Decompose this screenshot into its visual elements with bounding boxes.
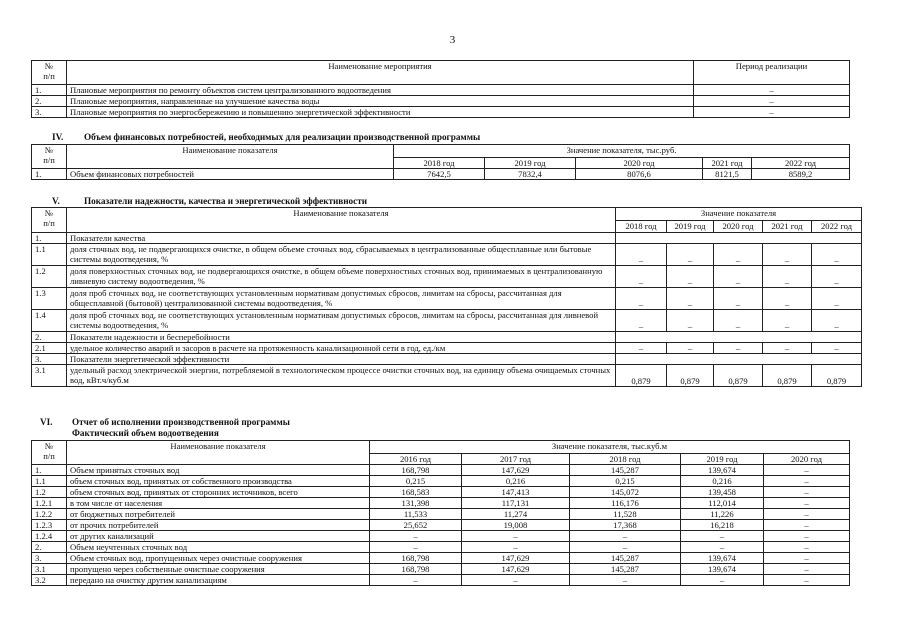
year-header: 2018 год	[570, 454, 681, 465]
indicator-name: от других канализаций	[67, 531, 370, 542]
year-header: 2019 год	[681, 454, 764, 465]
indicator-name: доля проб сточных вод, не соответствующих установленным нормативам допустимых сбросов, лимитам на сбросы, рассчитанная для общесплавной (бытовой) централизованной системы водоотведения, %	[67, 288, 616, 310]
section-6-title	[40, 417, 290, 427]
table-row	[32, 553, 850, 564]
indicator-name: Объем сточных вод, пропущенных через очистные сооружения	[67, 553, 370, 564]
year-header: 2021 год	[703, 158, 752, 169]
wastewater-volume-table	[31, 440, 850, 586]
value-cell: 0,879	[812, 365, 862, 387]
value-cell: 0,879	[616, 365, 667, 387]
row-number: 1.4	[32, 310, 67, 332]
section-5-roman: V.	[52, 196, 60, 206]
row-number: 1.2.4	[32, 531, 67, 542]
value-cell: 147,629	[462, 465, 570, 476]
row-number: 3.1	[32, 564, 67, 575]
value-cell: 139,458	[681, 487, 764, 498]
value-cell: –	[570, 542, 681, 553]
value-cell: 0,879	[763, 365, 812, 387]
value-cell: 8121,5	[703, 169, 752, 180]
value-cell: –	[764, 498, 850, 509]
row-number: 1.2.2	[32, 509, 67, 520]
indicator-name: в том числе от населения	[67, 498, 370, 509]
year-header: 2022 год	[812, 221, 862, 233]
value-cell: –	[764, 509, 850, 520]
indicator-name: Показатели качества	[67, 233, 616, 244]
value-cell: –	[764, 520, 850, 531]
table-header-row	[32, 208, 862, 221]
table-header-row	[32, 61, 850, 85]
value-cell: 112,014	[681, 498, 764, 509]
value-cell: –	[570, 531, 681, 542]
value-cell: 8076,6	[576, 169, 703, 180]
value-cell: 117,131	[462, 498, 570, 509]
table-row	[32, 354, 862, 365]
value-cell: –	[764, 487, 850, 498]
value-cell: –	[764, 553, 850, 564]
table-row	[32, 575, 850, 586]
value-cell: –	[616, 244, 667, 266]
row-number: 3.	[32, 553, 67, 564]
value-cell: –	[764, 575, 850, 586]
row-number: 2.1	[32, 343, 67, 354]
value-cell: –	[812, 343, 862, 354]
row-number: 1.	[32, 85, 67, 96]
value-cell: –	[812, 310, 862, 332]
value-cell: 145,072	[570, 487, 681, 498]
year-header: 2020 год	[576, 158, 703, 169]
value-cell: –	[681, 531, 764, 542]
col-header-num: № п/п	[32, 208, 67, 233]
financial-needs-table	[31, 144, 850, 180]
value-cell: –	[812, 288, 862, 310]
year-header: 2022 год	[752, 158, 850, 169]
year-header: 2019 год	[485, 158, 576, 169]
value-cell: –	[667, 288, 714, 310]
row-number: 3.2	[32, 575, 67, 586]
col-header-period: Период реализации	[694, 61, 850, 85]
indicator-name: Показатели энергетической эффективности	[67, 354, 616, 365]
value-cell: –	[812, 244, 862, 266]
table-row	[32, 531, 850, 542]
value-cell: 25,652	[370, 520, 462, 531]
value-cell: 16,218	[681, 520, 764, 531]
value-cell: –	[462, 531, 570, 542]
value-cell: 139,674	[681, 553, 764, 564]
year-header: 2016 год	[370, 454, 462, 465]
value-cell: 147,413	[462, 487, 570, 498]
indicator-name: передано на очистку другим канализациям	[67, 575, 370, 586]
indicator-name: удельный расход электрической энергии, потребляемой в технологическом процессе очистки сточных вод, на единицу объема очищаемых сточных вод, кВт.ч/куб.м	[67, 365, 616, 387]
indicator-name: удельное количество аварий и засоров в расчете на протяженность канализационной сети в год, ед./км	[67, 343, 616, 354]
value-cell: –	[462, 542, 570, 553]
col-header-name: Наименование показателя	[67, 145, 394, 169]
row-number: 1.2.1	[32, 498, 67, 509]
year-header: 2020 год	[764, 454, 850, 465]
measure-period: –	[694, 96, 850, 107]
value-cell: 168,798	[370, 553, 462, 564]
reliability-indicators-table	[31, 207, 862, 387]
value-cell: –	[764, 564, 850, 575]
value-cell: 11,274	[462, 509, 570, 520]
table-row	[32, 487, 850, 498]
section-4-roman: IV.	[52, 132, 64, 142]
value-cell: –	[570, 575, 681, 586]
indicator-name: Объем неучтенных сточных вод	[67, 542, 370, 553]
section-6-roman: VI.	[40, 417, 53, 427]
value-cell: 0,215	[370, 476, 462, 487]
indicator-name: Объем принятых сточных вод	[67, 465, 370, 476]
empty-values-cell	[616, 332, 862, 343]
value-cell: 139,674	[681, 564, 764, 575]
value-cell: 147,629	[462, 564, 570, 575]
table-row	[32, 244, 862, 266]
measure-name: Плановые мероприятия по ремонту объектов систем централизованного водоотведения	[67, 85, 694, 96]
value-cell: 145,287	[570, 465, 681, 476]
table-row	[32, 233, 862, 244]
value-cell: –	[370, 531, 462, 542]
value-cell: –	[764, 465, 850, 476]
value-cell: 11,528	[570, 509, 681, 520]
value-cell: –	[764, 542, 850, 553]
col-header-name: Наименование показателя	[67, 208, 616, 233]
value-cell: 168,583	[370, 487, 462, 498]
value-cell: –	[370, 542, 462, 553]
value-cell: 145,287	[570, 564, 681, 575]
value-cell: 139,674	[681, 465, 764, 476]
empty-values-cell	[616, 233, 862, 244]
year-header: 2021 год	[763, 221, 812, 233]
value-cell: 147,629	[462, 553, 570, 564]
table-row	[32, 107, 850, 118]
measure-period: –	[694, 107, 850, 118]
row-number: 1.2	[32, 266, 67, 288]
row-number: 1.2	[32, 487, 67, 498]
section-5-title	[52, 196, 367, 206]
value-cell: 0,879	[667, 365, 714, 387]
value-cell: –	[370, 575, 462, 586]
col-header-name: Наименование мероприятия	[67, 61, 694, 85]
section-4-text: Объем финансовых потребностей, необходимых для реализации производственной программы	[84, 132, 481, 142]
value-cell: 0,879	[714, 365, 763, 387]
row-number: 1.2.3	[32, 520, 67, 531]
value-cell: 168,798	[370, 564, 462, 575]
row-number: 2.	[32, 542, 67, 553]
value-cell: –	[616, 310, 667, 332]
value-cell: 116,176	[570, 498, 681, 509]
table-row	[32, 169, 850, 180]
table-row	[32, 520, 850, 531]
value-cell: –	[764, 531, 850, 542]
row-number: 3.	[32, 354, 67, 365]
table-row	[32, 564, 850, 575]
value-cell: 7642,5	[394, 169, 485, 180]
col-header-num: № п/п	[32, 61, 67, 85]
value-cell: 17,368	[570, 520, 681, 531]
table-row	[32, 498, 850, 509]
value-cell: –	[714, 310, 763, 332]
row-number: 3.	[32, 107, 67, 118]
table-row	[32, 476, 850, 487]
value-cell: 7832,4	[485, 169, 576, 180]
col-header-name: Наименование показателя	[67, 441, 370, 465]
indicator-name: объем сточных вод, принятых от собственного производства	[67, 476, 370, 487]
value-cell: –	[714, 244, 763, 266]
value-cell: 168,798	[370, 465, 462, 476]
table-row	[32, 288, 862, 310]
row-number: 2.	[32, 96, 67, 107]
value-cell: –	[667, 244, 714, 266]
value-cell: –	[763, 310, 812, 332]
section-5-text: Показатели надежности, качества и энергетической эффективности	[84, 196, 368, 206]
year-header: 2018 год	[616, 221, 667, 233]
table-row	[32, 96, 850, 107]
table-row	[32, 310, 862, 332]
value-cell: –	[462, 575, 570, 586]
row-number: 1.	[32, 465, 67, 476]
col-header-value: Значение показателя	[616, 208, 862, 221]
indicator-name: от прочих потребителей	[67, 520, 370, 531]
table-row	[32, 365, 862, 387]
section-6-text: Отчет об исполнении производственной программы	[72, 417, 290, 427]
indicator-name: доля сточных вод, не подвергающихся очистке, в общем объеме сточных вод, сбрасываемых в централизованные общесплавные или бытовые системы водоотведения, %	[67, 244, 616, 266]
section-6-subtitle: Фактический объем водоотведения	[72, 428, 219, 438]
value-cell: 131,398	[370, 498, 462, 509]
indicator-name: Показатели надежности и бесперебойности	[67, 332, 616, 343]
value-cell: –	[714, 343, 763, 354]
value-cell: –	[681, 575, 764, 586]
table-header-row	[32, 441, 850, 454]
indicator-name: от бюджетных потребителей	[67, 509, 370, 520]
value-cell: –	[763, 343, 812, 354]
value-cell: –	[763, 266, 812, 288]
value-cell: 11,533	[370, 509, 462, 520]
col-header-num: № п/п	[32, 145, 67, 169]
table-row	[32, 85, 850, 96]
value-cell: –	[763, 244, 812, 266]
col-header-num: № п/п	[32, 441, 67, 465]
value-cell: 145,287	[570, 553, 681, 564]
value-cell: 0,216	[462, 476, 570, 487]
table-row	[32, 465, 850, 476]
table-row	[32, 542, 850, 553]
indicator-name: пропущено через собственные очистные сооружения	[67, 564, 370, 575]
row-number: 1.1	[32, 244, 67, 266]
page-number: 3	[449, 34, 456, 46]
value-cell: –	[714, 288, 763, 310]
value-cell: –	[667, 310, 714, 332]
value-cell: –	[616, 343, 667, 354]
empty-values-cell	[616, 354, 862, 365]
row-number: 1.	[32, 233, 67, 244]
measure-period: –	[694, 85, 850, 96]
value-cell: 19,008	[462, 520, 570, 531]
value-cell: –	[616, 266, 667, 288]
value-cell: –	[667, 266, 714, 288]
measures-table	[31, 60, 850, 118]
year-header: 2018 год	[394, 158, 485, 169]
measure-name: Плановые мероприятия, направленные на улучшение качества воды	[67, 96, 694, 107]
row-number: 1.	[32, 169, 67, 180]
value-cell: –	[714, 266, 763, 288]
table-row	[32, 332, 862, 343]
value-cell: –	[681, 542, 764, 553]
col-header-value: Значение показателя, тыс.руб.	[394, 145, 850, 158]
indicator-name: доля проб сточных вод, не соответствующих установленным нормативам допустимых сбросов, лимитам на сбросы, рассчитанная для ливневой системы водоотведения, %	[67, 310, 616, 332]
measure-name: Плановые мероприятия по энергосбережению и повышению энергетической эффективности	[67, 107, 694, 118]
table-row	[32, 343, 862, 354]
row-number: 1.3	[32, 288, 67, 310]
col-header-value: Значение показателя, тыс.куб.м	[370, 441, 850, 454]
value-cell: 0,215	[570, 476, 681, 487]
indicator-name: Объем финансовых потребностей	[67, 169, 394, 180]
value-cell: 0,216	[681, 476, 764, 487]
year-header: 2019 год	[667, 221, 714, 233]
section-4-title	[52, 132, 480, 142]
value-cell: –	[812, 266, 862, 288]
row-number: 2.	[32, 332, 67, 343]
table-header-row	[32, 145, 850, 158]
value-cell: –	[616, 288, 667, 310]
table-row	[32, 266, 862, 288]
value-cell: 8589,2	[752, 169, 850, 180]
value-cell: –	[764, 476, 850, 487]
indicator-name: объем сточных вод, принятых от сторонних источников, всего	[67, 487, 370, 498]
year-header: 2020 год	[714, 221, 763, 233]
value-cell: 11,226	[681, 509, 764, 520]
indicator-name: доля поверхностных сточных вод, не подвергающихся очистке, в общем объеме поверхностных сточных вод, принимаемых в централизованную ливневую систему водоотведения, %	[67, 266, 616, 288]
row-number: 1.1	[32, 476, 67, 487]
row-number: 3.1	[32, 365, 67, 387]
year-header: 2017 год	[462, 454, 570, 465]
value-cell: –	[667, 343, 714, 354]
value-cell: –	[763, 288, 812, 310]
table-row	[32, 509, 850, 520]
